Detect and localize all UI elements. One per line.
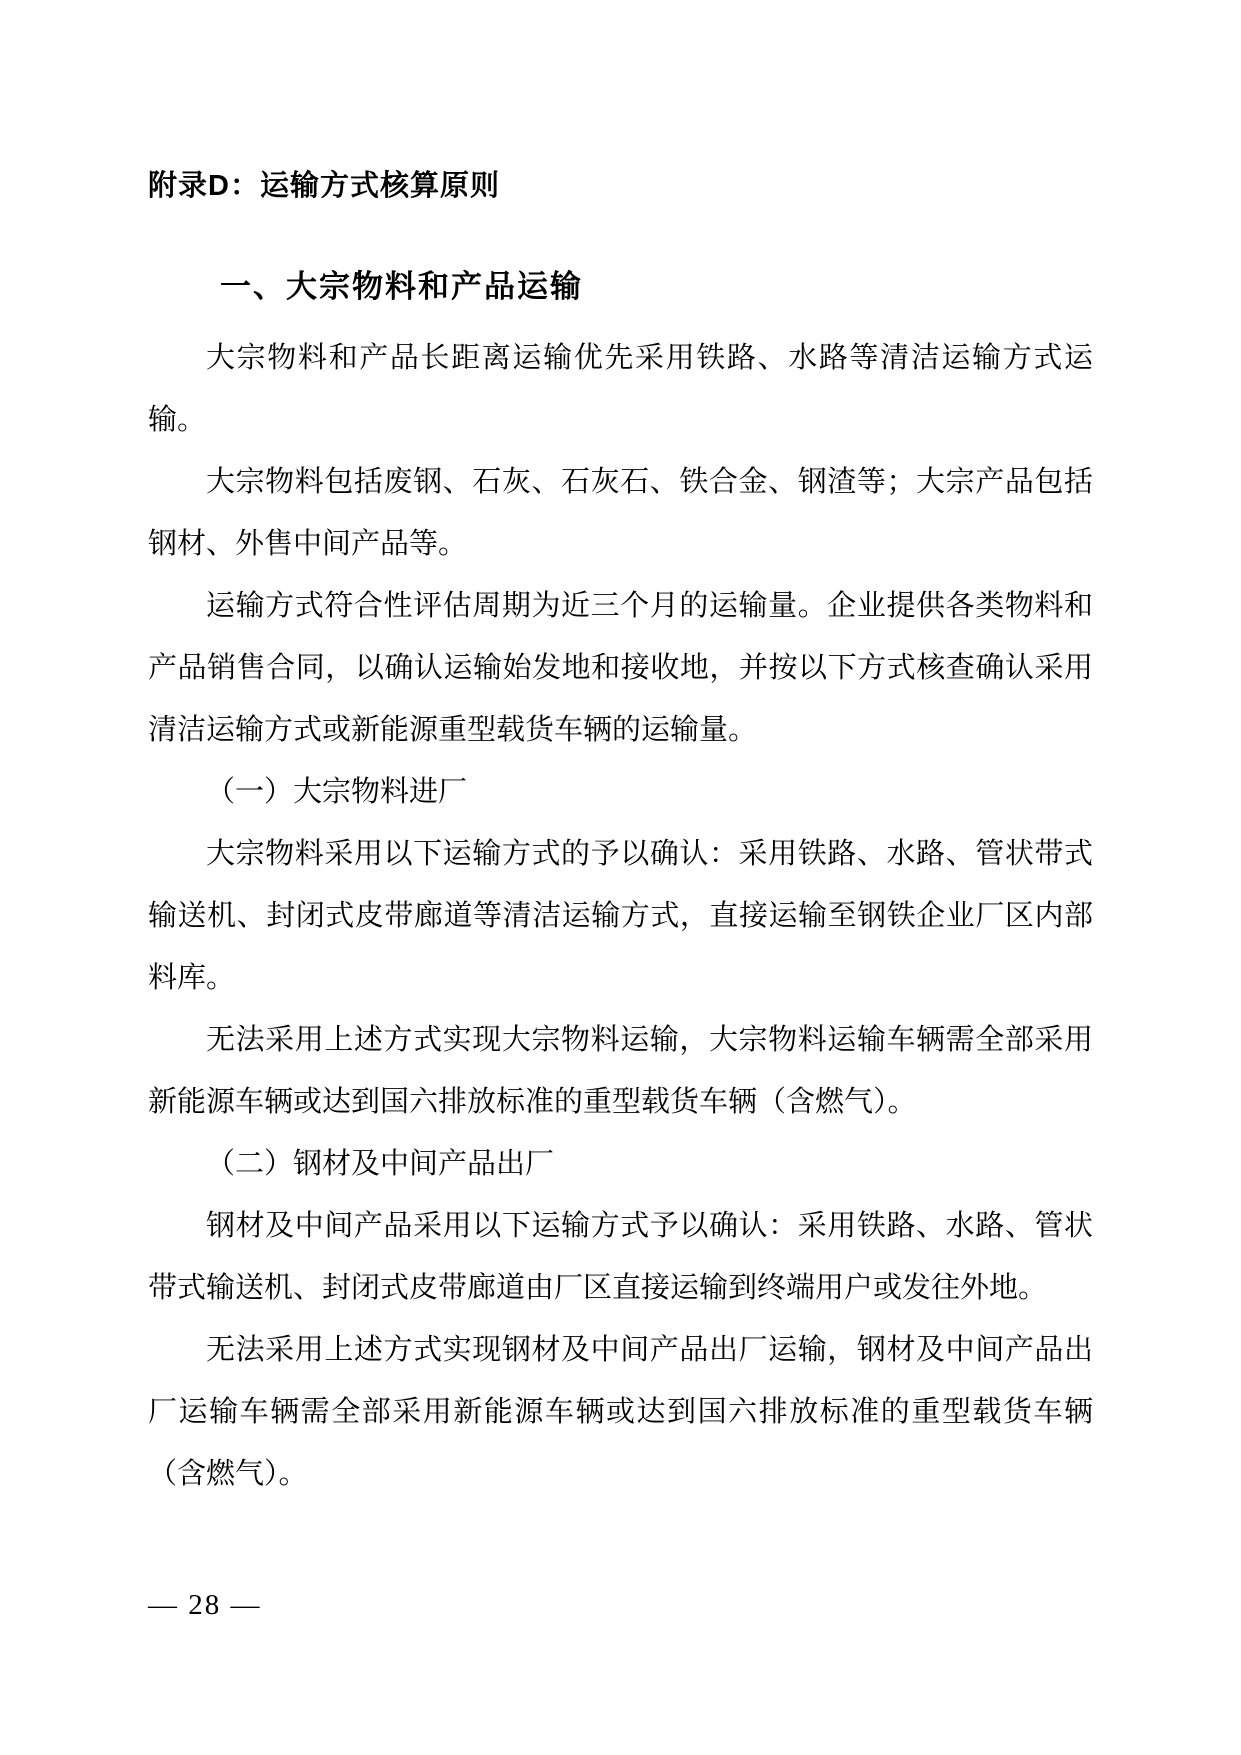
paragraph: 运输方式符合性评估周期为近三个月的运输量。企业提供各类物料和产品销售合同，以确认运输始发地和接收地，并按以下方式核查确认采用清洁运输方式或新能源重型载货车辆的运输量。 — [148, 590, 1093, 746]
paragraph: 大宗物料和产品长距离运输优先采用铁路、水路等清洁运输方式运输。 — [148, 342, 1093, 436]
subsection-heading-2: （二）钢材及中间产品出厂 — [206, 1148, 555, 1180]
paragraph: 大宗物料包括废钢、石灰、石灰石、铁合金、钢渣等；大宗产品包括钢材、外售中间产品等。 — [148, 466, 1093, 560]
paragraph: 无法采用上述方式实现钢材及中间产品出厂运输，钢材及中间产品出厂运输车辆需全部采用新能源车辆或达到国六排放标准的重型载货车辆（含燃气）。 — [148, 1334, 1093, 1490]
paragraph: 无法采用上述方式实现大宗物料运输，大宗物料运输车辆需全部采用新能源车辆或达到国六排放标准的重型载货车辆（含燃气）。 — [148, 1024, 1093, 1118]
paragraph: 钢材及中间产品采用以下运输方式予以确认：采用铁路、水路、管状带式输送机、封闭式皮带廊道由厂区直接运输到终端用户或发往外地。 — [148, 1210, 1093, 1304]
section-heading: 一、大宗物料和产品运输 — [220, 269, 583, 304]
page-number: — 28 — — [148, 1589, 262, 1621]
subsection-heading-1: （一）大宗物料进厂 — [206, 776, 468, 808]
page-title: 附录D：运输方式核算原则 — [148, 170, 500, 202]
document-body — [148, 327, 1093, 1505]
paragraph: 大宗物料采用以下运输方式的予以确认：采用铁路、水路、管状带式输送机、封闭式皮带廊道等清洁运输方式，直接运输至钢铁企业厂区内部料库。 — [148, 838, 1093, 994]
